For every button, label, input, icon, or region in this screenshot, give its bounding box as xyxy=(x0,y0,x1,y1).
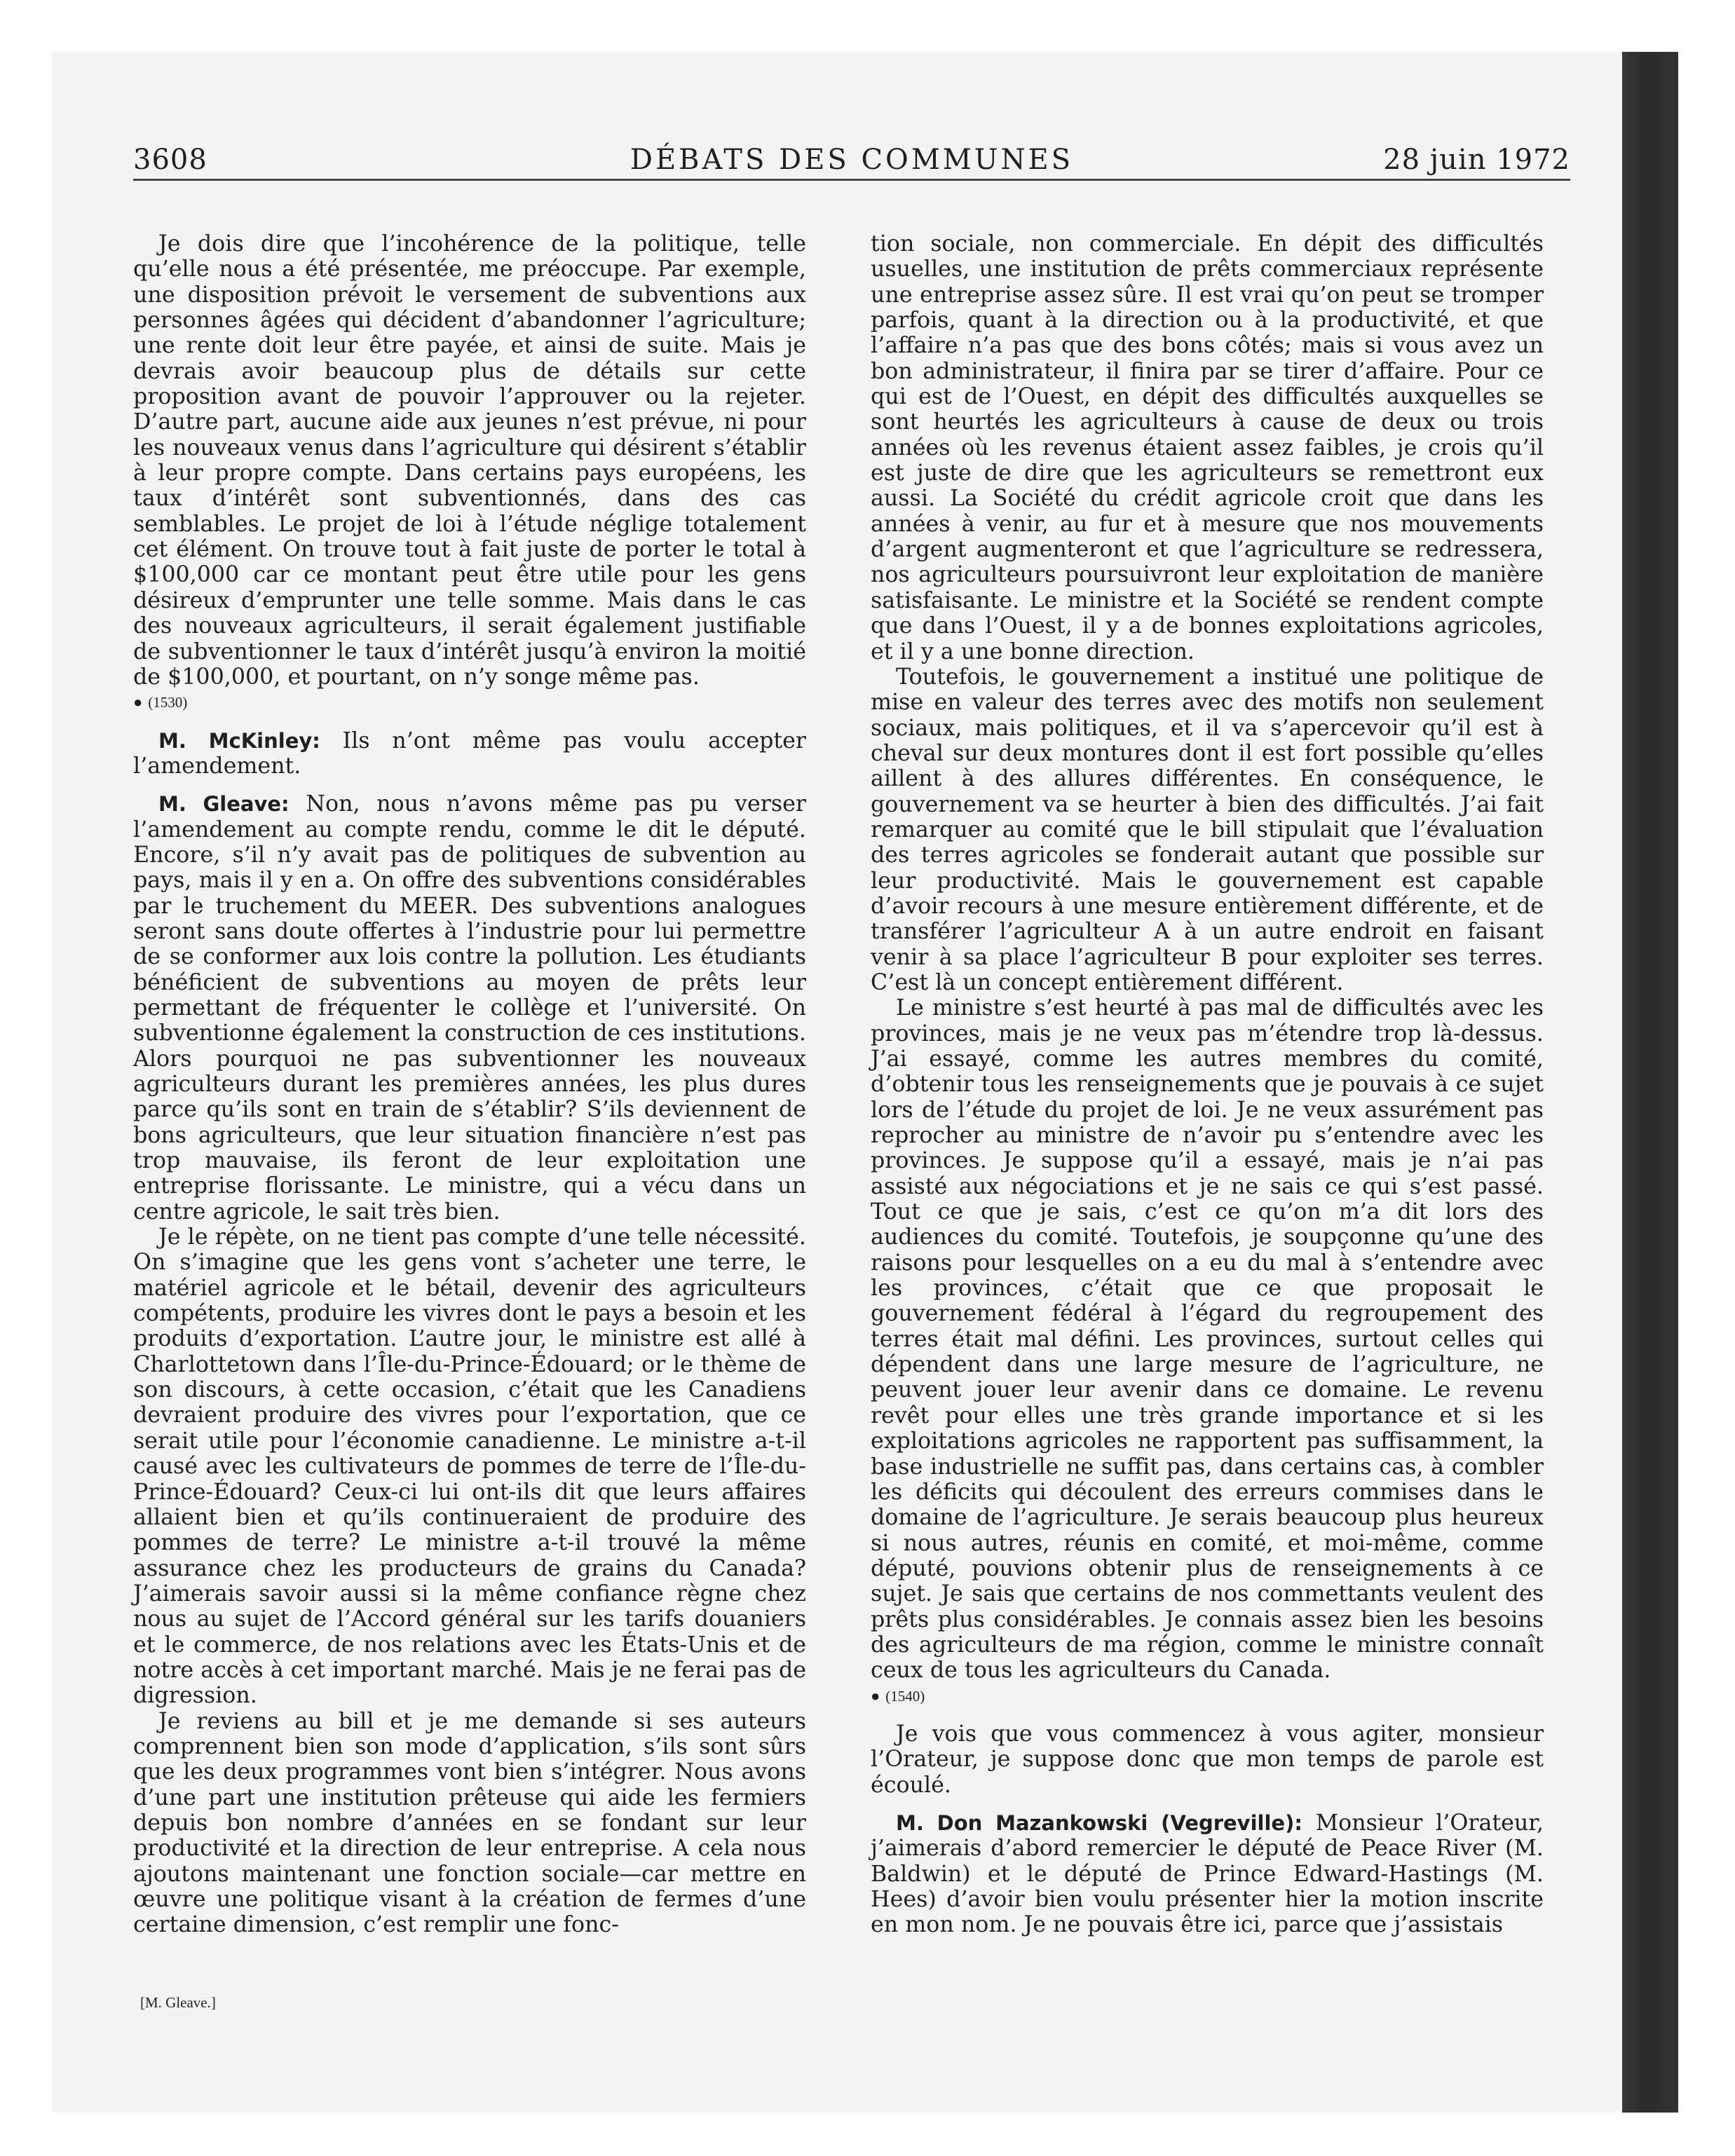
speaker-name: M. Gleave: xyxy=(158,792,290,817)
time-marker xyxy=(133,690,806,715)
paragraph: Je dois dire que l’incohérence de la politique, telle qu’elle nous a été présentée, me préoccupe. Par exemple, une disposition prévoit le versement de subventions aux personnes âgées qui décident d’abandonner l’agriculture; une rente doit leur être payée, et ainsi de suite. Mais je devrais avoir beaucoup plus de détails sur cette proposition avant de pouvoir l’approuver ou la rejeter. D’autre part, aucune aide aux jeunes n’est prévue, ni pour les nouveaux venus dans l’agriculture qui désirent s’établir à leur propre compte. Dans certains pays européens, les taux d’intérêt sont subventionnés, dans des cas semblables. Le projet de loi à l’étude néglige totalement cet élément. On trouve tout à fait juste de porter le total à $100,000 car ce montant peut être utile pour les gens désireux d’emprunter une telle somme. Mais dans le cas des nouveaux agriculteurs, il serait également justifiable de subventionner le taux d’intérêt jusqu’à environ la moitié de $100,000, et pourtant, on n’y songe même pas. xyxy=(133,231,806,690)
bullet-icon: ● xyxy=(871,1686,880,1705)
paragraph: tion sociale, non commerciale. En dépit des difficultés usuelles, une institution de prêts commerciaux représente une entreprise assez sûre. Il est vrai qu’on peut se tromper parfois, quant à la direction ou à la productivité, et que l’affaire n’a pas que des bons côtés; mais si vous avez un bon administrateur, il finira par se tirer d’affaire. Pour ce qui est de l’Ouest, en dépit des difficultés auxquelles se sont heurtés les agriculteurs à cause de deux ou trois années où les revenus étaient assez faibles, je crois qu’il est juste de dire que les agriculteurs se remettront eux aussi. La Société du crédit agricole croit que dans les années à venir, au fur et à mesure que nos mouvements d’argent augmenteront et que l’agriculture se redressera, nos agriculteurs poursuivront leur exploitation de manière satisfaisante. Le ministre et la Société se rendent compte que dans l’Ouest, il y a de bonnes exploitations agricoles, et il y a une bonne direction. xyxy=(871,231,1544,664)
publication-date: 28 juin 1972 xyxy=(1383,144,1570,176)
page-number: 3608 xyxy=(133,144,207,176)
paragraph: Je le répète, on ne tient pas compte d’une telle nécessité. On s’imagine que les gens vont s’acheter une terre, le matériel agricole et le bétail, devenir des agriculteurs compétents, produire les vivres dont le pays a besoin et les produits d’exportation. L’autre jour, le ministre est allé à Charlottetown dans l’Île-du-Prince-Édouard; or le thème de son discours, à cette occasion, c’était que les Canadiens devraient produire des vivres pour l’exportation, que ce serait utile pour l’économie canadienne. Le ministre a-t-il causé avec les cultivateurs de pommes de terre de l’Île-du-Prince-Édouard? Ceux-ci lui ont-ils dit que leurs affaires allaient bien et qu’ils continueraient de produire des pommes de terre? Le ministre a-t-il trouvé la même assurance chez les producteurs de grains du Canada? J’aimerais savoir aussi si la même confiance règne chez nous au sujet de l’Accord général sur les tarifs douaniers et le commerce, de nos relations avec les États-Unis et de notre accès à cet important marché. Mais je ne ferai pas de digression. xyxy=(133,1224,806,1709)
speaker-name: M. Don Mazankowski (Vegreville): xyxy=(896,1810,1302,1835)
speech-text: Non, nous n’avons même pas pu verser l’amendement au compte rendu, comme le dit le député. Encore, s’il n’y avait pas de politiques de subvention au pays, mais il y en a. On offre des subventions considérables par le truchement du MEER. Des subventions analogues seront sans doute offertes à l’industrie pour lui permettre de se conformer aux lois contre la pollution. Les étudiants bénéficient de subventions au moyen de prêts leur permettant de fréquenter le collège et l’université. On subventionne également la construction de ces institutions. Alors pourquoi ne pas subventionner les nouveaux agriculteurs durant les premières années, les plus dures parce qu’ils sont en train de s’établir? S’ils deviennent de bons agriculteurs, que leur situation financière n’est pas trop mauvaise, ils feront de leur exploitation une entreprise florissante. Le ministre, qui a vécu dans un centre agricole, le sait très bien. xyxy=(133,791,807,1224)
time-marker xyxy=(871,1684,1544,1709)
speech-paragraph xyxy=(133,791,806,1224)
paragraph: Le ministre s’est heurté à pas mal de difficultés avec les provinces, mais je ne veux pas m’étendre trop là-dessus. J’ai essayé, comme les autres membres du comité, d’obtenir tous les renseignements que je pouvais à ce sujet lors de l’étude du projet de loi. Je ne veux assurément pas reprocher au ministre de n’avoir pu s’entendre avec les provinces. Je suppose qu’il a essayé, mais je n’ai pas assisté aux négociations et je ne sais ce qui s’est passé. Tout ce que je sais, c’est ce qu’on m’a dit lors des audiences du comité. Toutefois, je soupçonne qu’une des raisons pour lesquelles on a eu du mal à s’entendre avec les provinces, c’était que ce que proposait le gouvernement fédéral à l’égard du regroupement des terres était mal défini. Les provinces, surtout celles qui dépendent dans une large mesure de l’agriculture, ne peuvent jouer leur avenir dans ce domaine. Le revenu revêt pour elles une très grande importance et si les exploitations agricoles ne rapportent pas suffisamment, la base industrielle ne suffit pas, dans certains cas, à combler les déficits qui découlent des erreurs commises dans le domaine de l’agriculture. Je serais beaucoup plus heureux si nous autres, réunis en comité, et moi-même, comme député, pouvions obtenir plus de renseignements à ce sujet. Je sais que certains de nos commettants veulent des prêts plus considérables. Je connais assez bien les besoins des agriculteurs de ma région, comme le ministre connaît ceux de tous les agriculteurs du Canada. xyxy=(871,995,1544,1684)
scan-edge-shadow xyxy=(1622,52,1678,2113)
bullet-icon: ● xyxy=(133,693,143,711)
paragraph: Toutefois, le gouvernement a institué une politique de mise en valeur des terres avec des motifs non seulement sociaux, mais politiques, et il va s’apercevoir qu’il est à cheval sur deux montures dont il est fort possible qu’elles aillent à des allures différentes. En conséquence, le gouvernement va se heurter à bien des difficultés. J’ai fait remarquer au comité que le bill stipulait que l’évaluation des terres agricoles se fonderait autant que possible sur leur productivité. Mais le gouvernement est capable d’avoir recours à une mesure entièrement différente, et de transférer l’agriculteur A à un autre endroit en faisant venir à sa place l’agriculteur B pour exploiter ses terres. C’est là un concept entièrement différent. xyxy=(871,664,1544,995)
left-column xyxy=(133,231,806,1938)
paragraph: Je reviens au bill et je me demande si ses auteurs comprennent bien son mode d’application, s’ils sont sûrs que les deux programmes vont bien s’intégrer. Nous avons d’une part une institution prêteuse qui aide les fermiers depuis bon nombre d’années en se fondant sur leur productivité et la direction de leur entreprise. A cela nous ajoutons maintenant une fonction sociale—car mettre en œuvre une politique visant à la création de fermes d’une certaine dimension, c’est remplir une fonc- xyxy=(133,1708,806,1938)
speech-paragraph xyxy=(133,728,806,779)
speech-text: Ils n’ont même pas voulu accepter l’amendement. xyxy=(133,728,806,779)
paragraph: Je vois que vous commencez à vous agiter, monsieur l’Orateur, je suppose donc que mon temps de parole est écoulé. xyxy=(871,1721,1544,1798)
speaker-footer-note: [M. Gleave.] xyxy=(140,1994,216,2011)
time-marker-label: (1540) xyxy=(885,1687,925,1705)
header-rule xyxy=(133,179,1570,181)
right-column xyxy=(871,231,1544,1938)
time-marker-label: (1530) xyxy=(148,694,188,711)
speech-text: Monsieur l’Orateur, j’aimerais d’abord remercier le député de Peace River (M. Baldwin) et le député de Prince Edward-Hastings (M. Hees) d’avoir bien voulu présenter hier la motion inscrite en mon nom. Je ne pouvais être ici, parce que j’assistais xyxy=(871,1810,1544,1938)
speaker-name: M. McKinley: xyxy=(158,728,320,753)
speech-paragraph xyxy=(871,1810,1544,1938)
publication-title: DÉBATS DES COMMUNES xyxy=(630,144,1074,176)
